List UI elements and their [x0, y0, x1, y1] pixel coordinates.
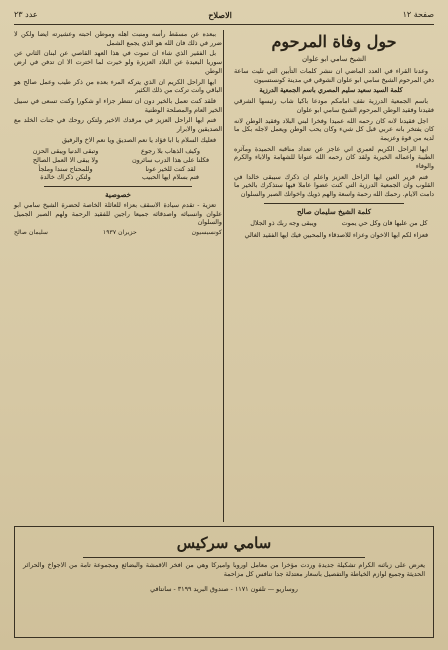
- section-separator: [264, 203, 404, 204]
- advertisement-body: يعرض على زبائنه الكرام تشكيلة جديدة وردت مؤخرا من معامل اوروبا واميركا وهي من افخر الاقمشة والبضائع ومجموعة تامة من الاجواخ والحرائر الحديثة وجميع لوازم الخياطة والتفصيل باسعار معتدلة جدا تنافس كل مزاحمة: [23, 561, 425, 578]
- speech-heading: كلمة السيد سعيد سليم المصري باسم الجمعية الدرزية: [259, 86, 403, 95]
- article-paragraph: بل الفقير الذي شاء ان تموت في هذا العهد القاصي عن لبنان الثاني عن سوريا البعيدة عن البلاد العزيزة ولو خيرت لما اخترت الا ان تدفن في ارض الوطن: [14, 49, 222, 75]
- article-paragraph: باسم الجمعية الدرزية نقف امامكم مودعا باكيا شاب رئيسها الشرقي فقيدنا وفقيد الوطن المرحوم الشيخ سامي ابو علوان: [234, 97, 434, 114]
- article-paragraph: ايها الراحل الكريم ان الذي يتركه المرء بعده من ذكر طيب وعمل صالح هو الباقي وانت تركت من ذلك الكثير: [14, 77, 222, 95]
- poem-line: ويبقى وجه ربك ذو الجلال: [250, 218, 317, 227]
- advertisement-rule: [83, 557, 365, 558]
- poem-line: لقد كنت للخير عونا: [145, 164, 196, 173]
- article-paragraph: تعزية - تقدم سيادة الاسقف بعزاء للعائلة الخاصة لحضرة الشيخ سامي ابو علوان وانسبائه واصدقائه جميعا راجين للفقيد الرحمة ولهم الصبر الجميل والسلوان: [14, 200, 222, 227]
- signature-date: حزيران ١٩٣٧: [102, 228, 137, 236]
- poem-line: وكيف الذهاب بلا رجوع: [141, 147, 200, 156]
- poem-line: كل من عليها فان وكل حي يموت: [341, 218, 428, 227]
- speech-heading: كلمة الشيخ سليمان صالح: [296, 206, 372, 216]
- article-paragraph: اجل فقيدنا لانه كان رحمه الله عميدا وفخرا لبني البلاد وفقيد الوطن لانه كان يفتخر بانه عربي قبل كل شيء وكان يحب الوطن ويعمل لاجله بكل ما لديه من قوة وعزيمة: [234, 116, 434, 142]
- signature-name: سليمان صالح: [14, 228, 49, 236]
- section-title: خصوصية: [105, 189, 131, 199]
- advertisement-box: [14, 526, 434, 638]
- poem-line: وللمحتاج سندا وملجأ: [38, 164, 93, 173]
- article-subtitle: الشيخ سامي ابو علوان: [301, 55, 366, 63]
- article-paragraph: فنم قرير العين ايها الراحل العزيز واعلم ان ذكرك سيبقى خالدا في القلوب وان الجمعية الدرزية التي كنت عضوا عاملا فيها ستذكرك بالخير ما دامت الايام. رحمك الله رحمة واسعة والهم ذويك واخوانك الصبر والسلوان: [234, 172, 434, 199]
- issue-number: عدد ٢٣: [14, 10, 38, 19]
- right-column: [234, 30, 434, 242]
- poem-verse: [238, 219, 430, 228]
- article-paragraph: فنم ايها الراحل العزيز في مرقدك الاخير ولتكن روحك في جنات الخلد مع الصديقين والابرار: [14, 116, 222, 134]
- page-number: صفحة ١٢: [402, 10, 434, 19]
- signature-place: كونسيسيون: [191, 228, 222, 236]
- article-paragraph: فعليك السلام يا ابا فؤاد يا نعم الصديق ويا نعم الاخ والرفيق: [62, 135, 216, 144]
- newspaper-title: الاصلاح: [208, 10, 232, 20]
- poem-line: وتبقى الدنيا ويبقى الحزن: [32, 147, 99, 156]
- column-divider: [223, 30, 224, 522]
- section-separator: [44, 186, 192, 187]
- article-paragraph: ببعده عن مسقط رأسه ومنبت اهله وموطن احبته وعشيرته ايضا ولكن لا ضرر في ذلك فان الله هو الذي يجمع الشمل: [14, 30, 222, 47]
- article-title: حول وفاة المرحوم: [271, 32, 397, 51]
- poem-line: ولتكن ذكراك خالدة: [40, 173, 91, 182]
- poem-line: فكلنا على هذا الدرب سائرون: [131, 156, 210, 165]
- signature-line: [14, 229, 222, 238]
- left-column: [14, 30, 222, 237]
- poem-block: [18, 147, 218, 181]
- article-paragraph: ايها الراحل الكريم لعمري اني عاجز عن تعداد مناقبه الحميدة ومآثره الطيبة واعماله الخيرية ولقد كان رحمه الله عنوانا للشهامة والاباء والكرم والوفاء: [234, 144, 434, 171]
- advertisement-title: سامي سركيس: [176, 534, 272, 552]
- page-header: [14, 6, 434, 24]
- advertisement-footer: روساريو — تلفون ١١٧١ - صندوق البريد ٣١٩٩ - سانتافي: [150, 585, 298, 593]
- article-paragraph: فلقد كنت تعمل بالخير دون ان تنتظر جزاء او شكورا وكنت تسعى في سبيل الخير العام والمصلحة الوطنية: [14, 96, 222, 114]
- article-paragraph: وعدنا القراء في العدد الماضي ان ننشر كلمات التأبين التي تليت ساعة دفن المرحوم الشيخ سامي ابو علوان الشوقي في مدينة كونستسيون: [234, 67, 434, 84]
- header-rule: [14, 24, 434, 25]
- poem-line: فنم بسلام ايها الحبيب: [141, 173, 199, 182]
- poem-line: ولا يبقى الا العمل الصالح: [32, 156, 99, 165]
- article-paragraph: فعزاء لكم ايها الاخوان وعزاء للاصدقاء والمحبين فيك ايها الفقيد الغالي: [244, 231, 428, 240]
